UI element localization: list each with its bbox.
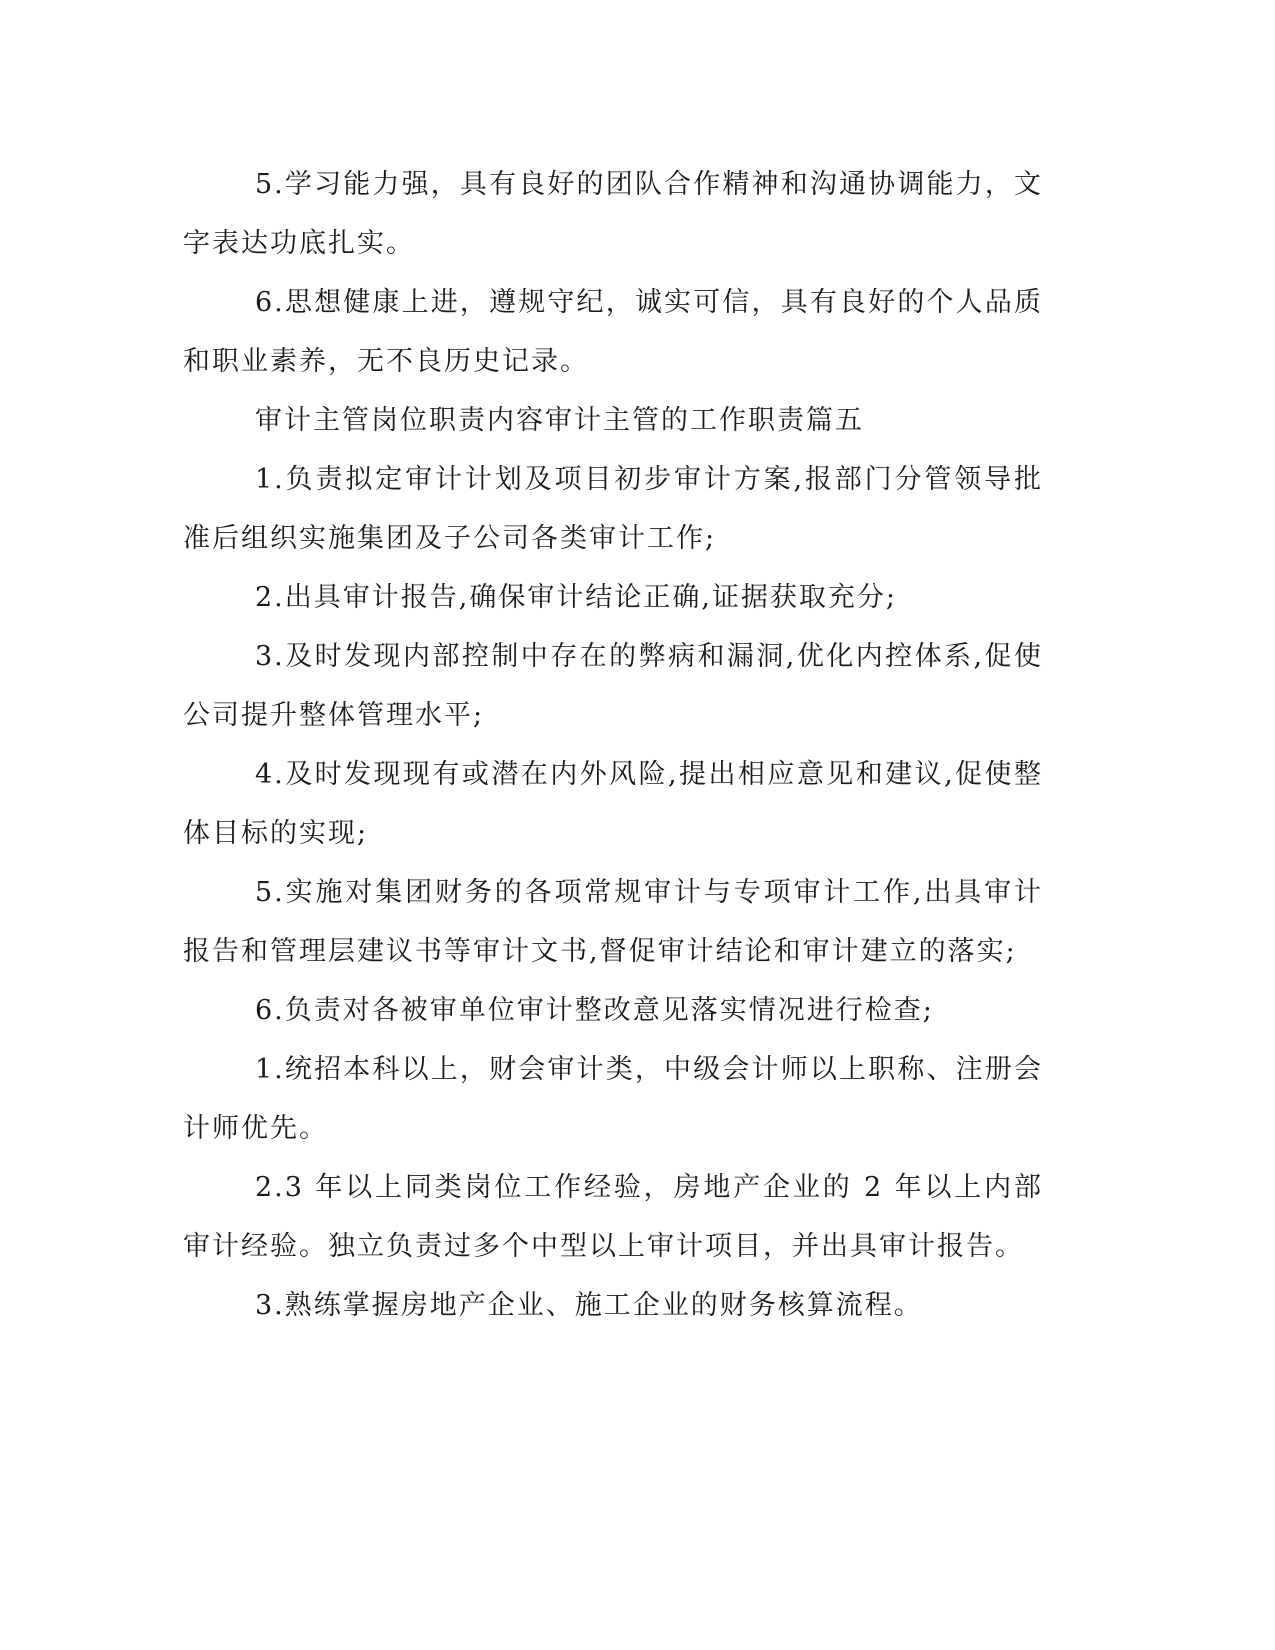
paragraph-duty-1: 1.负责拟定审计计划及项目初步审计方案,报部门分管领导批准后组织实施集团及子公司各类审计工作;	[183, 464, 1043, 554]
paragraph-requirement-6: 6.思想健康上进，遵规守纪，诚实可信，具有良好的个人品质和职业素养，无不良历史记录。	[183, 287, 1043, 377]
paragraph-qualification-3: 3.熟练掌握房地产企业、施工企业的财务核算流程。	[255, 1290, 923, 1321]
paragraph-duty-3: 3.及时发现内部控制中存在的弊病和漏洞,优化内控体系,促使公司提升整体管理水平;	[183, 641, 1043, 731]
paragraph-duty-6: 6.负责对各被审单位审计整改意见落实情况进行检查;	[255, 995, 934, 1026]
paragraph-duty-2: 2.出具审计报告,确保审计结论正确,证据获取充分;	[255, 582, 898, 613]
paragraph-qualification-1: 1.统招本科以上，财会审计类，中级会计师以上职称、注册会计师优先。	[183, 1054, 1043, 1144]
paragraph-requirement-5: 5.学习能力强，具有良好的团队合作精神和沟通协调能力，文字表达功底扎实。	[183, 169, 1043, 259]
paragraph-duty-4: 4.及时发现现有或潜在内外风险,提出相应意见和建议,促使整体目标的实现;	[183, 759, 1043, 849]
paragraph-duty-5: 5.实施对集团财务的各项常规审计与专项审计工作,出具审计报告和管理层建议书等审计文书,督促审计结论和审计建立的落实;	[183, 877, 1043, 967]
section-heading: 审计主管岗位职责内容审计主管的工作职责篇五	[255, 405, 864, 436]
paragraph-qualification-2: 2.3 年以上同类岗位工作经验，房地产企业的 2 年以上内部审计经验。独立负责过多个中型以上审计项目，并出具审计报告。	[183, 1172, 1043, 1262]
document-body	[183, 155, 1043, 1335]
